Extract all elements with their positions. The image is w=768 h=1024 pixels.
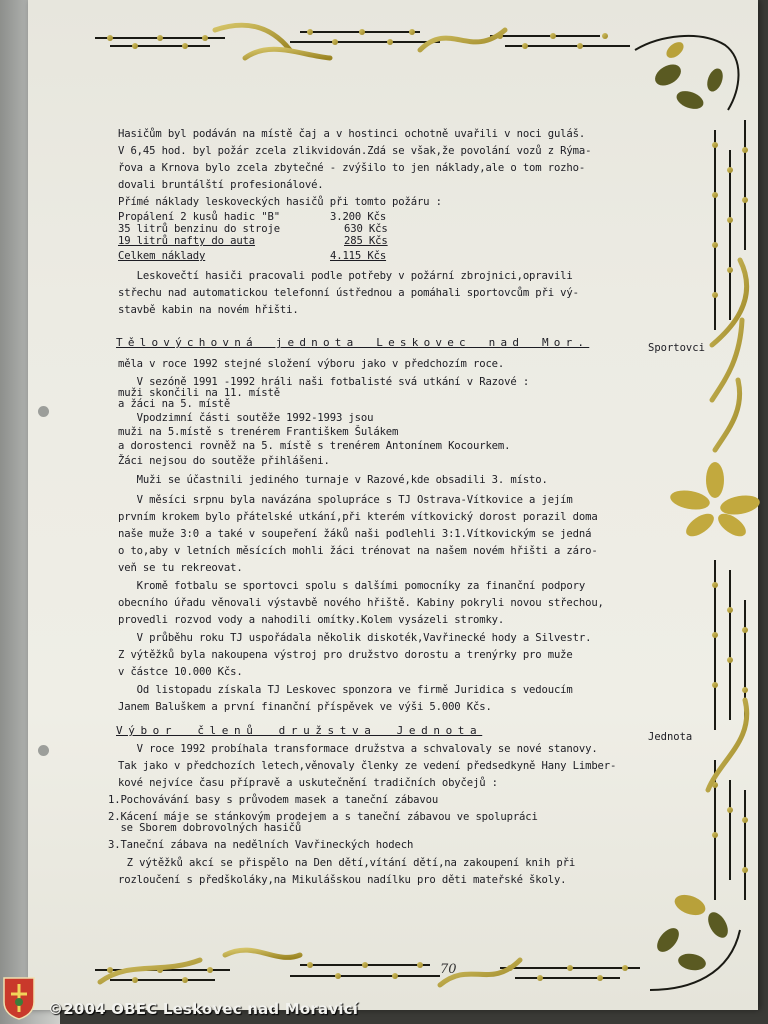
text-line: v částce 10.000 Kčs. [118,666,243,678]
text-line: se Sborem dobrovolných hasičů [108,822,302,834]
cost-total-value: 4.115 Kčs [330,250,387,262]
cost-value: 285 Kčs [344,235,388,247]
text-line: Z výtěžků byla nakoupena výstroj pro družstvo dorostu a trenýrky pro muže [118,649,573,661]
text-line: Kromě fotbalu se sportovci spolu s dalšími pomocníky za finanční podpory [118,580,586,592]
text-line: Přímé náklady leskoveckých hasičů při tomto požáru : [118,196,442,208]
section-heading-coop: Výbor členů družstva Jednota [116,724,483,737]
text-line: naše muže 3:0 a také v soupeření žáků naši podlehli 3:1.Vítkovickým se jedná [118,528,592,540]
text-line: Od listopadu získala TJ Leskovec sponzora ve firmě Juridica s vedoucím [118,684,573,696]
cost-label: Propálení 2 kusů hadic "B" [118,211,280,223]
text-line: Janem Baluškem a první finanční příspěvek ve výši 5.000 Kčs. [118,701,492,713]
page-number: 70 [440,962,457,977]
text-line: 2.Kácení máje se stánkovým prodejem a s taneční zábavou ve spolupráci [108,811,538,823]
cost-total-label: Celkem náklady [118,250,206,262]
text-line: V průběhu roku TJ uspořádala několik diskoték,Vavřinecké hody a Silvestr. [118,632,592,644]
text-line: provedli rozvod vody a nahodili omítky.Kolem vysázeli stromky. [118,614,505,626]
text-line: 1.Pochovávání basy s průvodem masek a taneční zábavou [108,794,439,806]
text-line: 3.Taneční zábava na nedělních Vavřineckých hodech [108,839,414,851]
section-heading-sport: Tělovýchovná jednota Leskovec nad Mor. [116,336,590,349]
text-line: kové nejvíce času přípravě a uskutečnění tradičních obyčejů : [118,777,498,789]
text-line: Z výtěžků akcí se přispělo na Den dětí,vítání dětí,na zakoupení knih při [108,857,576,869]
text-line: Leskovečtí hasiči pracovali podle potřeby v požární zbrojnici,opravili [118,270,573,282]
municipal-crest-icon [2,976,36,1020]
cost-value: 3.200 Kčs [330,211,387,223]
text-line: V sezóně 1991 -1992 hráli naši fotbalisté svá utkání v Razové : [118,376,530,388]
top-right-corner-ornament [635,36,739,112]
text-line: prvním krokem bylo přátelské utkání,při kterém vítkovický dorost porazil doma [118,511,598,523]
bottom-right-corner-ornament [650,891,740,990]
text-line: stavbě kabin na novém hřišti. [118,304,299,316]
cost-value: 630 Kčs [344,223,388,235]
side-label-sport: Sportovci [648,342,705,354]
text-line: muži na 5.místě s trenérem Františkem Šulákem [118,426,399,438]
right-middle-flower-ornament [669,462,762,541]
text-line: Žáci nejsou do soutěže přihlášeni. [118,455,330,467]
text-line: V měsíci srpnu byla navázána spolupráce s TJ Ostrava-Vítkovice a jejím [118,494,573,506]
cost-label: 19 litrů nafty do auta [118,235,256,247]
text-line: V 6,45 hod. byl požár zcela zlikvidován.Zdá se však,že povolání vozů z Rýma- [118,145,592,157]
text-line: dovali bruntálští profesionálové. [118,179,324,191]
text-line: měla v roce 1992 stejné složení výboru jako v předchozím roce. [118,358,505,370]
text-line: střechu nad automatickou telefonní ústřednou a pomáhali sportovcům při vý- [118,287,579,299]
text-line: V roce 1992 probíhala transformace družstva a schvalovaly se nové stanovy. [118,743,598,755]
text-line: a žáci na 5. místě [118,398,231,410]
text-line: veň se tu rekreovat. [118,562,243,574]
cost-label: 35 litrů benzinu do stroje [118,223,280,235]
text-line: Hasičům byl podáván na místě čaj a v hostinci ochotně uvařili v noci guláš. [118,128,586,140]
text-line: Tak jako v předchozích letech,věnovaly členky ze vedení předsedkyně Hany Limber- [118,760,617,772]
text-line: a dorostenci rovněž na 5. místě s trenérem Antonínem Kocourkem. [118,440,511,452]
text-line: muži skončili na 11. místě [118,387,280,399]
text-line: o to,aby v letních měsících mohli žáci trénovat na našem novém hřišti a záro- [118,545,598,557]
text-line: Muži se účastnili jediného turnaje v Razové,kde obsadili 3. místo. [118,474,548,486]
copyright-caption: ©2004 OBEC Leskovec nad Moravicí [48,1000,359,1018]
text-line: Vpodzimní části soutěže 1992-1993 jsou [118,412,374,424]
text-line: řova a Krnova bylo zcela zbytečné - zvýšilo to jen náklady,ale o tom rozho- [118,162,586,174]
text-line: rozloučení s předškoláky,na Mikulášskou nadílku pro děti mateřské školy. [118,874,567,886]
text-line: obecního úřadu věnovali výstavbě nového hřiště. Kabiny pokryli novou střechou, [118,597,604,609]
side-label-coop: Jednota [648,731,693,743]
